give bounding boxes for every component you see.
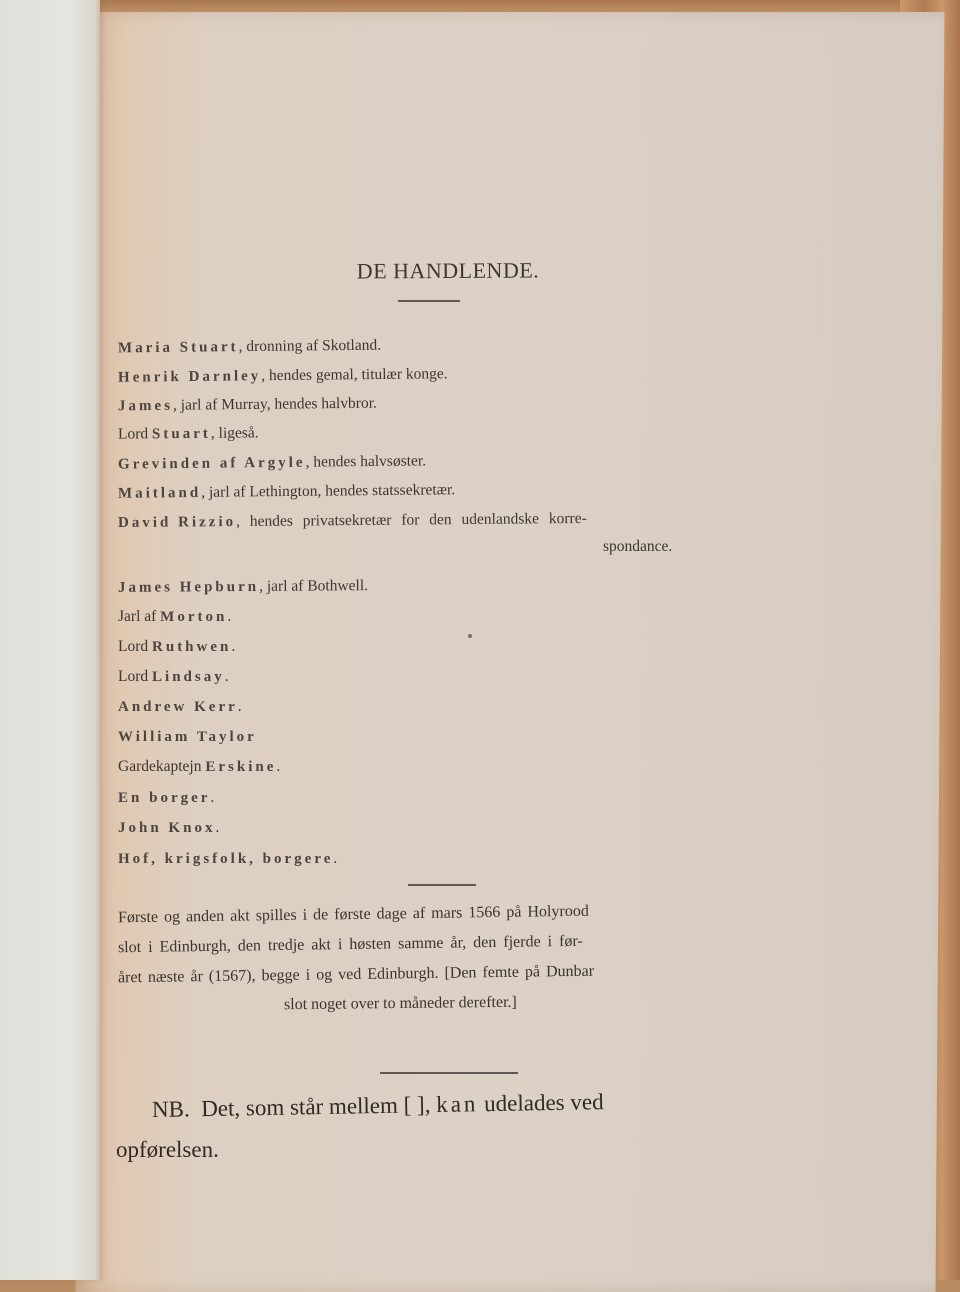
setting-line: slot noget over to måneder derefter.] — [283, 993, 517, 1014]
cast-description: , ligeså. — [210, 424, 259, 442]
cast-name: Morton — [160, 609, 228, 625]
cast-description: , jarl af Murray, hendes halvbror. — [172, 394, 377, 414]
cast-description: . — [333, 850, 338, 867]
cast-item — [118, 638, 235, 656]
cast-name: Erskine — [205, 759, 277, 775]
cast-item — [118, 608, 231, 626]
title-divider — [398, 300, 460, 302]
cast-prefix: Lord — [118, 668, 153, 685]
cast-item — [118, 819, 219, 837]
cast-name: David Rizzio — [117, 514, 237, 532]
cast-item — [118, 789, 214, 807]
cast-item — [118, 481, 455, 503]
cast-description: , hendes gemal, titulær konge. — [261, 365, 448, 385]
cast-name: Hof, krigsfolk, borgere — [118, 851, 334, 867]
cast-description: . — [276, 758, 281, 775]
cast-description: . — [210, 789, 215, 806]
cast-description: . — [227, 608, 232, 625]
cast-item — [118, 850, 337, 868]
cast-description: , jarl af Lethington, hendes statssekretær. — [201, 481, 456, 501]
cast-item — [118, 758, 280, 776]
cast-name: William Taylor — [118, 729, 257, 745]
page-title: DE HANDLENDE. — [356, 257, 540, 284]
cast-item — [118, 365, 448, 386]
cast-name: John Knox — [118, 820, 216, 836]
cast-description: . — [224, 668, 229, 685]
setting-line: året næste år (1567), begge i og ved Edinburgh. [Den femte på Dunbar — [117, 962, 595, 987]
cast-description: . — [215, 819, 220, 836]
cast-prefix: Lord — [118, 638, 153, 655]
cast-prefix: Jarl af — [118, 608, 161, 625]
cast-prefix: Lord — [117, 425, 153, 443]
paper-speck — [468, 634, 472, 638]
cast-name: Lindsay — [152, 669, 225, 685]
cast-description: , jarl af Bothwell. — [259, 577, 369, 595]
note-emphasis: kan — [435, 1091, 479, 1118]
cast-item — [118, 668, 229, 686]
cast-item — [118, 728, 257, 746]
cast-divider — [408, 884, 476, 886]
setting-line: Første og anden akt spilles i de første dage af mars 1566 på Holyrood — [117, 902, 589, 927]
cast-description: , hendes privatsekretær for den udenlandske korre- — [236, 509, 587, 531]
cast-name: Ruthwen — [152, 639, 232, 655]
cast-item — [118, 424, 259, 443]
cast-item — [118, 337, 381, 358]
facing-page-edge — [0, 0, 100, 1280]
cast-item — [118, 577, 368, 597]
cast-name: Maria Stuart — [117, 339, 239, 357]
cast-name: Andrew Kerr — [118, 699, 238, 715]
cast-name: En borger — [118, 790, 211, 806]
note-line: opførelsen. — [116, 1137, 219, 1162]
note-text: NB. Det, som står mellem [ ], — [151, 1092, 437, 1122]
cast-name: Maitland — [117, 484, 202, 502]
cast-name: Stuart — [151, 425, 211, 443]
cast-name: Grevinden af Argyle — [117, 454, 306, 473]
note-divider — [380, 1072, 518, 1074]
cast-name: James — [117, 397, 174, 415]
cast-description: , hendes halvsøster. — [305, 452, 427, 471]
note-text: udelades ved — [478, 1089, 604, 1117]
cast-prefix: Gardekaptejn — [118, 758, 206, 775]
cast-continuation: spondance. — [603, 538, 673, 555]
setting-line: slot i Edinburgh, den tredje akt i høsten samme år, den fjerde i før- — [117, 932, 583, 957]
cast-name: Henrik Darnley — [117, 368, 262, 386]
cast-description: . — [237, 698, 242, 715]
cast-name: James Hepburn — [117, 578, 260, 596]
cast-item — [118, 698, 242, 716]
cast-item — [118, 395, 377, 416]
cast-description: . — [231, 638, 236, 655]
cast-item — [118, 452, 426, 473]
cast-description: , dronning af Skotland. — [238, 336, 382, 356]
